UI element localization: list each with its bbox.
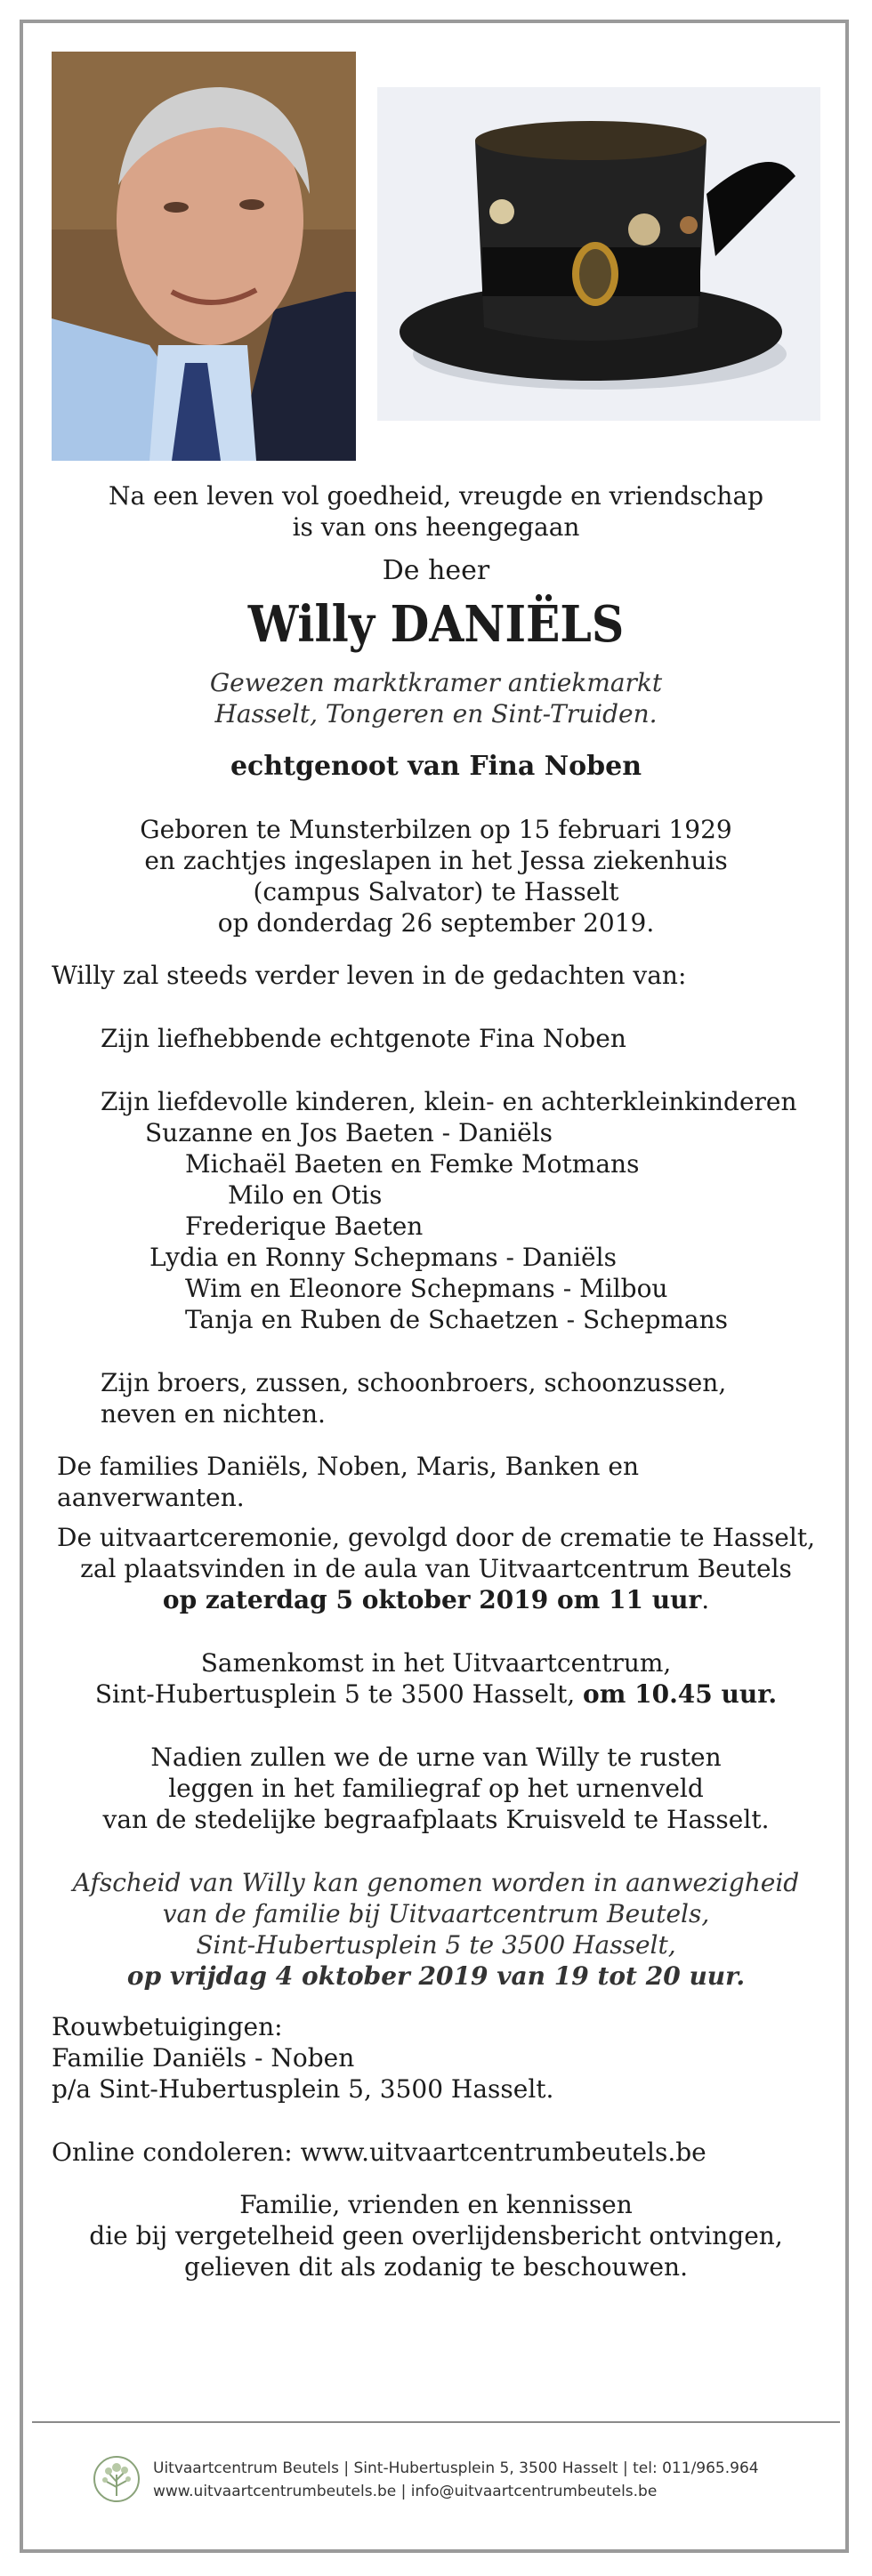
families-line: De families Daniëls, Noben, Maris, Banken en xyxy=(57,1452,639,1481)
condolences-line: Familie Daniëls - Noben xyxy=(52,2043,355,2073)
occupation-line: Hasselt, Tongeren en Sint-Truiden. xyxy=(214,699,658,729)
ceremony-line: De uitvaartceremonie, gevolgd door de crematie te Hasselt, xyxy=(57,1523,815,1552)
occupation-line: Gewezen marktkramer antiekmarkt xyxy=(209,668,663,697)
footer-contact xyxy=(153,2457,759,2503)
family-member: Suzanne en Jos Baeten - Daniëls xyxy=(145,1118,553,1147)
wife-line: Zijn liefhebbende echtgenote Fina Noben xyxy=(101,1024,626,1053)
occupation xyxy=(52,667,820,729)
family-member: Wim en Eleonore Schepmans - Milbou xyxy=(185,1274,668,1303)
family-member: Michaël Baeten en Femke Motmans xyxy=(185,1149,640,1179)
farewell-line: Afscheid van Willy kan genomen worden in aanwezigheid xyxy=(72,1868,800,1897)
farewell-line: Sint-Hubertusplein 5 te 3500 Hasselt, xyxy=(196,1930,676,1960)
birth-death-line: Geboren te Munsterbilzen op 15 februari 1929 xyxy=(140,815,732,844)
footer xyxy=(93,2453,804,2507)
siblings-line: Zijn broers, zussen, schoonbroers, schoonzussen, xyxy=(101,1368,727,1397)
condolences-line: p/a Sint-Hubertusplein 5, 3500 Hasselt. xyxy=(52,2074,554,2104)
birth-death-line: (campus Salvator) te Hasselt xyxy=(253,877,619,906)
birth-death xyxy=(52,814,820,938)
family-member: Frederique Baeten xyxy=(185,1212,424,1241)
ceremony-date: op zaterdag 5 oktober 2019 om 11 uur xyxy=(162,1585,702,1614)
spouse-line: echtgenoot van Fina Noben xyxy=(230,751,642,782)
families xyxy=(57,1451,820,1513)
children-heading: Zijn liefdevolle kinderen, klein- en achterkleinkinderen xyxy=(101,1087,797,1116)
condolences xyxy=(52,2011,820,2105)
siblings xyxy=(101,1367,820,1429)
footer-divider xyxy=(32,2421,840,2423)
memory-intro: Willy zal steeds verder leven in de gedachten van: xyxy=(52,961,687,990)
hat-photo xyxy=(377,87,820,421)
family-member: Tanja en Ruben de Schaetzen - Schepmans xyxy=(185,1305,729,1334)
deceased-name: Willy DANIËLS xyxy=(247,595,625,654)
portrait-photo xyxy=(52,52,356,461)
tree-logo-icon xyxy=(93,2455,141,2503)
birth-death-line: op donderdag 26 september 2019. xyxy=(217,908,655,938)
farewell xyxy=(52,1867,820,1992)
closing-line: gelieven dit als zodanig te beschouwen. xyxy=(184,2252,688,2282)
intro-line: is van ons heengegaan xyxy=(292,512,580,542)
ceremony-line: zal plaatsvinden in de aula van Uitvaartcentrum Beutels xyxy=(80,1554,792,1583)
urn-notice xyxy=(52,1742,820,1835)
farewell-line: van de familie bij Uitvaartcentrum Beutels, xyxy=(162,1899,710,1928)
siblings-line: neven en nichten. xyxy=(101,1399,326,1429)
intro-line: Na een leven vol goedheid, vreugde en vriendschap xyxy=(108,481,764,511)
intro xyxy=(52,480,820,543)
honorific: De heer xyxy=(382,555,490,586)
family-member: Lydia en Ronny Schepmans - Daniëls xyxy=(149,1243,617,1272)
closing-line: die bij vergetelheid geen overlijdensbericht ontvingen, xyxy=(89,2221,783,2250)
family-member: Milo en Otis xyxy=(228,1180,383,1210)
closing-line: Familie, vrienden en kennissen xyxy=(239,2190,633,2219)
urn-line: leggen in het familiegraf op het urnenveld xyxy=(168,1774,704,1803)
condolences-line: Rouwbetuigingen: xyxy=(52,2012,283,2041)
closing-note xyxy=(52,2189,820,2282)
urn-line: Nadien zullen we de urne van Willy te rusten xyxy=(150,1743,722,1772)
gathering-time: om 10.45 uur. xyxy=(583,1679,778,1709)
gathering xyxy=(52,1647,820,1710)
footer-address: Uitvaartcentrum Beutels | Sint-Hubertusplein 5, 3500 Hasselt | tel: 011/965.964 xyxy=(153,2459,759,2477)
online-condolences[interactable]: Online condoleren: www.uitvaartcentrumbeutels.be xyxy=(52,2137,706,2167)
gathering-line: Samenkomst in het Uitvaartcentrum, xyxy=(200,1648,672,1678)
birth-death-line: en zachtjes ingeslapen in het Jessa ziekenhuis xyxy=(144,846,728,875)
family-tree xyxy=(52,1117,820,1335)
urn-line: van de stedelijke begraafplaats Kruisveld te Hasselt. xyxy=(102,1805,770,1834)
obituary-text xyxy=(52,480,820,2282)
ceremony: De uitvaartceremonie, gevolgd door de crematie te Hasselt, zal plaatsvinden in de aula van Uitvaartcentrum Beutels op zaterdag 5 oktober 2019 om 11 uur. xyxy=(52,1522,820,1615)
footer-web-email[interactable]: www.uitvaartcentrumbeutels.be | info@uitvaartcentrumbeutels.be xyxy=(153,2483,658,2500)
families-line: aanverwanten. xyxy=(57,1483,245,1512)
farewell-date: op vrijdag 4 oktober 2019 van 19 tot 20 uur. xyxy=(126,1961,746,1991)
gathering-line: Sint-Hubertusplein 5 te 3500 Hasselt, xyxy=(94,1679,584,1709)
